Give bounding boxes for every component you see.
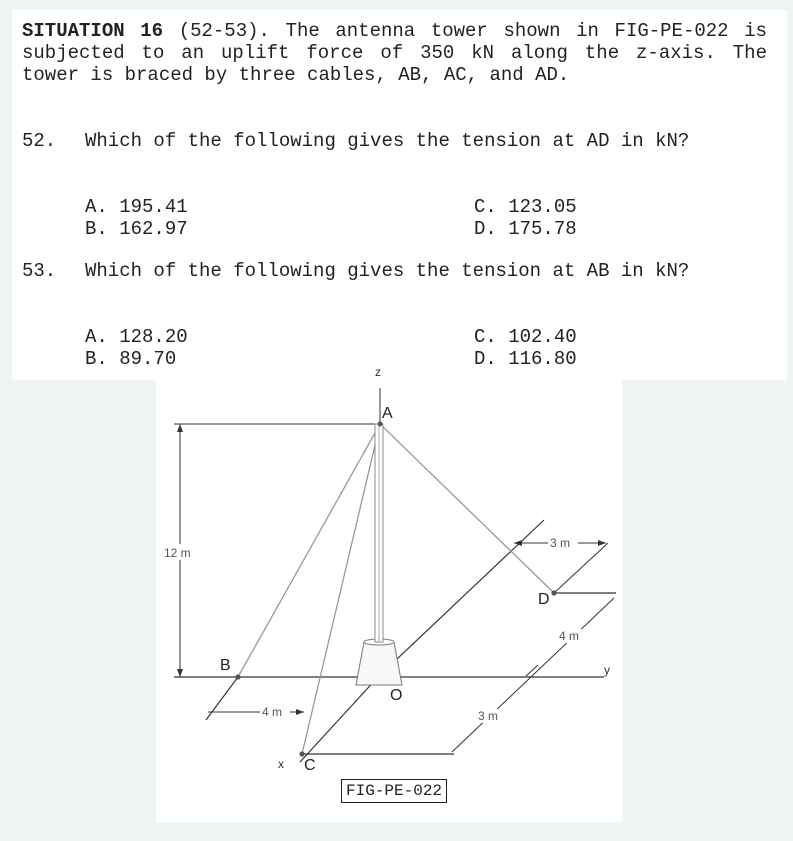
tower-diagram: [156, 365, 622, 822]
cable-ad: [380, 424, 554, 593]
question-number: 52.: [22, 130, 57, 152]
option-c: C. 123.05: [474, 196, 577, 218]
dimension-label: 3 m: [478, 709, 499, 723]
cable-ab: [238, 424, 380, 677]
dimension-label: 4 m: [262, 705, 283, 719]
origin-label: O: [390, 687, 403, 704]
situation-label: SITUATION 16: [22, 20, 164, 42]
axis-y-label: y: [604, 663, 610, 677]
figure-caption: FIG-PE-022: [341, 779, 447, 803]
arrowhead-icon: [296, 709, 304, 715]
point-d-label: D: [538, 591, 550, 608]
option-d: D. 175.78: [474, 218, 577, 240]
question-text: Which of the following gives the tension at AD in kN?: [85, 130, 690, 152]
point-b-marker: [235, 674, 240, 679]
d-offset-line: [554, 543, 608, 593]
option-c: C. 102.40: [474, 326, 577, 348]
problem-text-panel: [12, 10, 787, 380]
x-axis-line: [300, 677, 378, 762]
height-dimension-label: 12 m: [164, 546, 191, 560]
situation-text: (52-53). The antenna tower shown in FIG-PE-022 is subjected to an uplift force of 350 kN along the z-axis. The tower is braced by three cables, AB, AC, and AD.: [22, 20, 779, 86]
point-c-marker: [299, 751, 304, 756]
dimension-tick: [526, 665, 538, 676]
point-c-label: C: [304, 757, 316, 774]
figure-panel: [156, 365, 622, 822]
b-ground-line: [206, 677, 238, 720]
axis-z-label: z: [375, 365, 381, 379]
dimension-label: 4 m: [559, 629, 580, 643]
option-a: A. 128.20: [85, 326, 188, 348]
tower-base: [356, 642, 402, 685]
option-b: B. 162.97: [85, 218, 188, 240]
arrowhead-icon: [177, 424, 183, 432]
point-b-label: B: [220, 657, 231, 674]
question-number: 53.: [22, 260, 57, 282]
question-text: Which of the following gives the tension at AB in kN?: [85, 260, 690, 282]
axis-x-label: x: [278, 757, 284, 771]
option-a: A. 195.41: [85, 196, 188, 218]
option-d: D. 116.80: [474, 348, 577, 370]
arrowhead-icon: [177, 669, 183, 677]
dimension-label: 3 m: [550, 536, 571, 550]
option-b: B. 89.70: [85, 348, 177, 370]
situation-paragraph: [22, 20, 779, 86]
cable-ac: [302, 424, 380, 754]
dimension-line: [452, 598, 614, 752]
arrowhead-icon: [598, 540, 606, 546]
point-a-marker: [378, 422, 383, 427]
point-a-label: A: [382, 405, 393, 422]
point-d-marker: [551, 590, 556, 595]
